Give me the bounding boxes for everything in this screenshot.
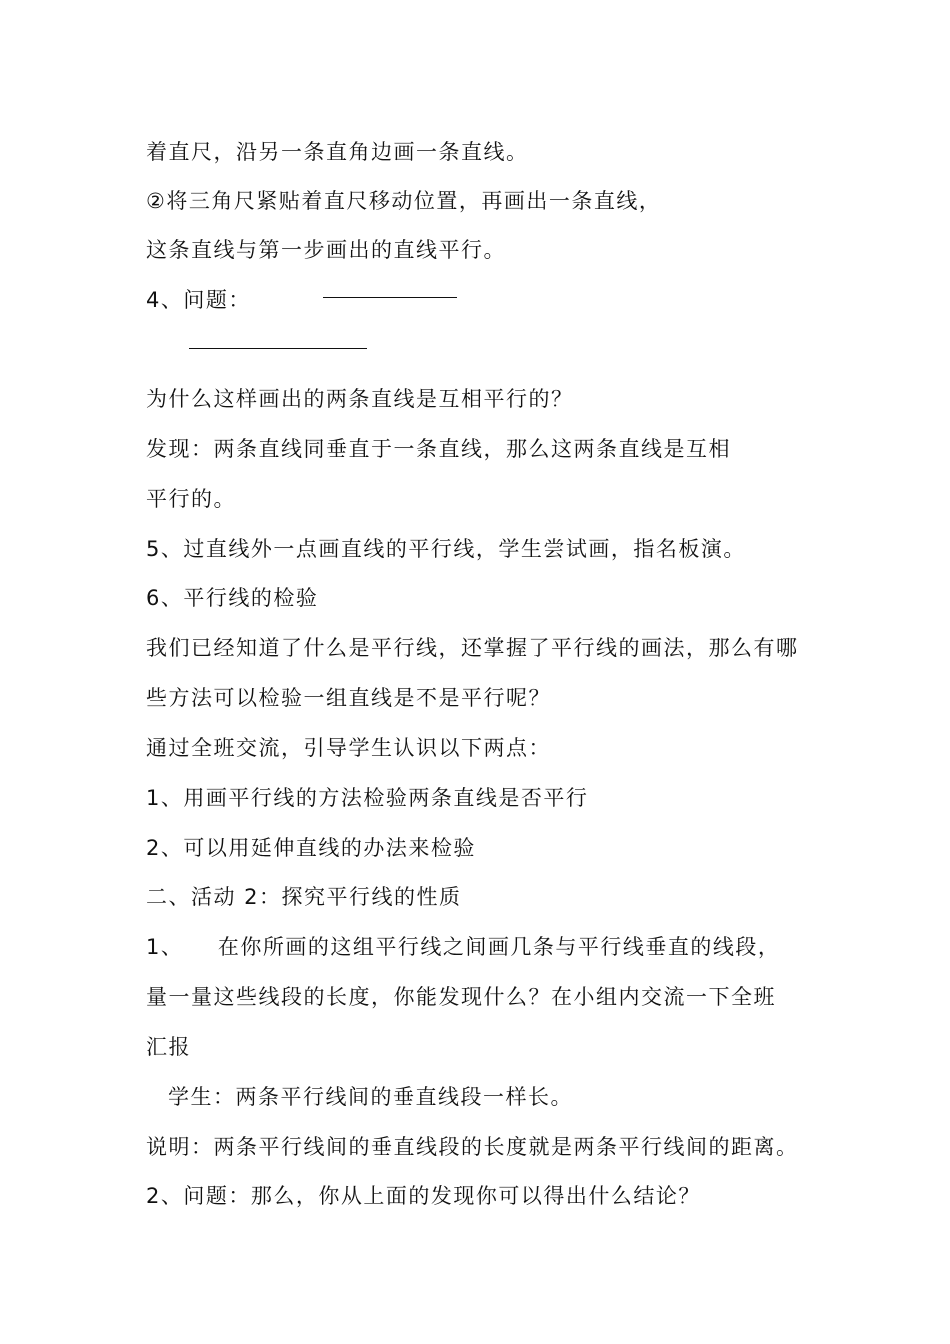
- text-line: 些方法可以检验一组直线是不是平行呢？: [146, 686, 551, 710]
- text-line: 说明：两条平行线间的垂直线段的长度就是两条平行线间的距离。: [146, 1135, 799, 1159]
- text-line: 1、用画平行线的方法检验两条直线是否平行: [146, 786, 589, 810]
- text-line: 学生：两条平行线间的垂直线段一样长。: [168, 1085, 573, 1109]
- lower-parallel-line: [189, 348, 367, 349]
- text-line: 着直尺，沿另一条直角边画一条直线。: [146, 140, 529, 164]
- text-line: 我们已经知道了什么是平行线，还掌握了平行线的画法，那么有哪: [146, 636, 799, 660]
- text-line: 1、 在你所画的这组平行线之间画几条与平行线垂直的线段，: [146, 935, 781, 959]
- upper-parallel-line: [323, 297, 457, 298]
- text-line: 4、问题：: [146, 288, 251, 312]
- text-line: 通过全班交流，引导学生认识以下两点：: [146, 736, 551, 760]
- text-line: ②将三角尺紧贴着直尺移动位置，再画出一条直线，: [146, 189, 662, 213]
- text-line: 发现：两条直线同垂直于一条直线，那么这两条直线是互相: [146, 437, 731, 461]
- text-line: 这条直线与第一步画出的直线平行。: [146, 238, 506, 262]
- text-line: 汇报: [146, 1035, 191, 1059]
- text-line: 5、过直线外一点画直线的平行线，学生尝试画，指名板演。: [146, 537, 746, 561]
- section-heading: 二、活动 2：探究平行线的性质: [146, 885, 462, 909]
- text-line: 平行的。: [146, 487, 236, 511]
- text-line: 6、平行线的检验: [146, 586, 319, 610]
- text-line: 2、可以用延伸直线的办法来检验: [146, 836, 476, 860]
- text-line: 2、问题：那么，你从上面的发现你可以得出什么结论？: [146, 1184, 701, 1208]
- text-line: 量一量这些线段的长度，你能发现什么？在小组内交流一下全班: [146, 985, 776, 1009]
- text-line: 为什么这样画出的两条直线是互相平行的？: [146, 387, 574, 411]
